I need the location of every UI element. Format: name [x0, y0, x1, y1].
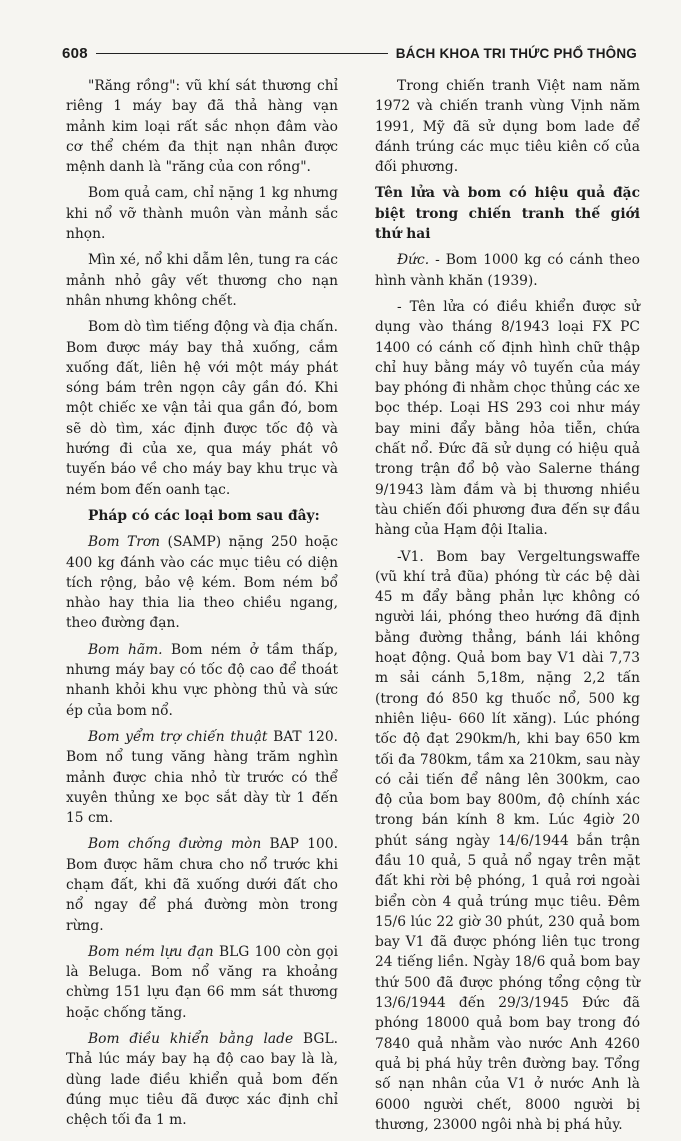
text-bom-yem-tro: BAT 120. Bom nổ tung văng hàng trăm nghìn mảnh được chia nhỏ từ trước có thể xuyên thủng xe bọc sắt dày từ 1 đến 15 cm.	[66, 728, 338, 827]
running-title: BÁCH KHOA TRI THỨC PHỔ THÔNG	[395, 45, 637, 61]
text-bom-tron: (SAMP) nặng 250 hoặc 400 kg đánh vào các mục tiêu có diện tích rộng, bảo vệ kém. Bom ném bổ nhào hay thia lia theo chiều ngang, theo đường đạn.	[66, 534, 339, 632]
term-bom-tron: Bom Trơn	[88, 534, 161, 551]
paragraph-chien-tranh-viet-nam: Trong chiến tranh Việt nam năm 1972 và chiến tranh vùng Vịnh năm 1991, Mỹ đã sử dụng bom lade để đánh trúng các mục tiêu kiên cố của đối phương.	[375, 78, 640, 176]
text-bom-chong-duong-mon: BAP 100. Bom được hãm chưa cho nổ trước khi chạm đất, khi đã xuống dưới đất cho nổ ngay để phá đường mòn trong rừng.	[66, 836, 338, 934]
term-bom-yem-tro: Bom yểm trợ chiến thuật	[88, 728, 268, 745]
section-heading-ten-lua: Tên lửa và bom có hiệu quả đặc biệt trong chiến tranh thế giới thứ hai	[375, 185, 640, 243]
text-bom-nem-luu-dan: BLG 100 còn gọi là Beluga. Bom nổ văng ra khoảng chừng 151 lựu đạn 66 mm sát thương hoặc chống tăng.	[66, 943, 338, 1021]
paragraph-bom-nem-luu-dan	[66, 942, 338, 1023]
paragraph-bom-tron	[66, 532, 338, 633]
right-column	[375, 76, 640, 1141]
paragraph-bom-qua-cam: Bom quả cam, chỉ nặng 1 kg nhưng khi nổ vỡ thành muôn vàn mảnh sắc nhọn.	[66, 185, 338, 243]
term-bom-dieu-khien-lade: Bom điều khiển bằng lade	[88, 1031, 294, 1048]
paragraph-bom-yem-tro	[66, 727, 338, 828]
header-rule	[96, 53, 388, 54]
text-bom-dieu-khien-lade: BGL. Thả lúc máy bay hạ độ cao bay là là, dùng lade điều khiển quả bom đến đúng mục tiêu đã được xác định chỉ chệch tối đa 1 m.	[66, 1031, 338, 1129]
paragraph-min-xe: Mìn xé, nổ khi dẫm lên, tung ra các mảnh nhỏ gây vết thương cho nạn nhân nhưng không chết.	[66, 252, 338, 309]
left-column	[66, 76, 338, 1137]
paragraph-bom-chong-duong-mon	[66, 834, 338, 935]
paragraph-bom-dieu-khien-lade	[66, 1029, 338, 1130]
text-bom-ham: Bom ném ở tầm thấp, nhưng máy bay có tốc độ cao để thoát nhanh khỏi khu vực phòng thủ và sức ép của bom nổ.	[66, 641, 338, 719]
term-bom-ham: Bom hãm.	[88, 641, 163, 658]
paragraph-v1: -V1. Bom bay Vergeltungswaffe (vũ khí trả đũa) phóng từ các bệ dài 45 m đẩy bằng phản lực không có người lái, phóng theo hướng đã định bằng đường thẳng, bánh lái không hoạt động. Quả bom bay V1 dài 7,73 m sải cánh 5,18m, nặng 2,2 tấn (trong đó 850 kg thuốc nổ, 500 kg nhiên liệu- 660 lít xăng). Lúc phóng tốc độ đạt 290km/h, khi bay 650 km tối đa 780km, tầm xa 210km, sau này có cải tiến để nâng lên 300km, cao độ của bom bay 800m, độ chính xác trong bán kính 8 km. Lúc 4giờ 20 phút sáng ngày 14/6/1944 bắn trận đầu 10 quả, 5 quả nổ ngay trên mặt đất khi rời bệ phóng, 1 quả rơi ngoài biển còn 4 quả trúng mục tiêu. Đêm 15/6 lúc 22 giờ 30 phút, 230 quả bom bay V1 đã được phóng liên tục trong 24 tiếng liền. Ngày 18/6 quả bom bay thứ 500 đã được phóng tổng cộng từ 13/6/1944 đến 29/3/1945 Đức đã phóng 18000 quả bom bay trong đó 7840 quả nhằm vào nước Anh 4260 quả bị phá hủy trên đường bay. Tổng số nạn nhân của V1 ở nước Anh là 6000 người chết, 8000 người bị thương, 23000 ngôi nhà bị phá hủy.	[375, 548, 640, 1133]
section-heading-phap: Pháp có các loại bom sau đây:	[88, 507, 320, 524]
paragraph-ten-lua-dieu-khien: - Tên lửa có điều khiển được sử dụng vào tháng 8/1943 loại FX PC 1400 có cánh cố định hình chữ thập chỉ huy bằng máy vô tuyến của máy bay phóng đi nhằm chọc thủng các xe bọc thép. Loại HS 293 coi như máy bay mini đẩy bằng hỏa tiễn, chứa chất nổ. Đức đã sử dụng có hiệu quả trong trận đổ bộ vào Salerne tháng 9/1943 làm đắm và bị thương nhiều tàu chiến đối phương đưa đến sự đầu hàng của Hạm đội Italia.	[375, 298, 640, 539]
paragraph-rang-rong: "Răng rồng": vũ khí sát thương chỉ riêng 1 máy bay đã thả hàng vạn mảnh kim loại rất sắc nhọn đâm vào cơ thể chém đa thịt nạn nhân được mệnh danh là "răng của con rồng".	[66, 78, 338, 176]
term-duc: Đức.	[397, 252, 430, 269]
paragraph-duc	[375, 250, 640, 291]
paragraph-bom-ham	[66, 640, 338, 721]
paragraph-bom-do-tim: Bom dò tìm tiếng động và địa chấn. Bom được máy bay thả xuống, cắm xuống đất, liên hệ với một máy phát sóng bám trên ngọn cây gần đó. Khi một chiếc xe vận tải qua gần đó, bom sẽ dò tìm, xác định được tốc độ và hướng đi của xe, qua máy phát vô tuyến báo về cho máy bay khu trục và ném bom đến oanh tạc.	[66, 319, 338, 498]
term-bom-chong-duong-mon: Bom chống đường mòn	[88, 836, 262, 853]
running-header	[62, 42, 637, 64]
page-number: 608	[62, 44, 88, 62]
text-duc: - Bom 1000 kg có cánh theo hình vành khăn (1939).	[375, 252, 640, 289]
term-bom-nem-luu-dan: Bom ném lựu đạn	[88, 943, 214, 960]
